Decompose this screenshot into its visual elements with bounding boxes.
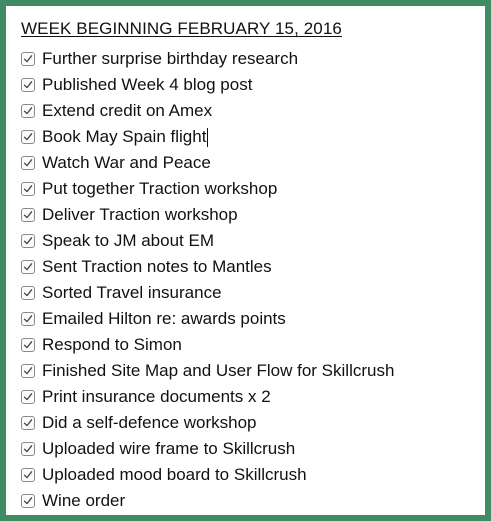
checkmark-icon [23,366,33,376]
checklist-item-label[interactable]: Deliver Traction workshop [42,205,238,224]
note-title[interactable]: WEEK BEGINNING FEBRUARY 15, 2016 [21,19,342,38]
checkbox[interactable] [21,130,35,144]
checklist-item [21,462,394,488]
checklist-item-label[interactable]: Book May Spain flight [42,127,207,146]
checklist-item [21,176,394,202]
checkbox[interactable] [21,338,35,352]
checklist-item [21,384,394,410]
checkmark-icon [23,392,33,402]
checkmark-icon [23,288,33,298]
checklist-item [21,98,394,124]
checkbox[interactable] [21,104,35,118]
checkbox[interactable] [21,156,35,170]
checkmark-icon [23,158,33,168]
checklist-item-label[interactable]: Watch War and Peace [42,153,211,172]
checkbox[interactable] [21,390,35,404]
checklist-item [21,358,394,384]
checkbox[interactable] [21,286,35,300]
checklist-item [21,254,394,280]
checklist-item [21,488,394,514]
checkbox[interactable] [21,416,35,430]
checkbox[interactable] [21,260,35,274]
checklist-item-label[interactable]: Sent Traction notes to Mantles [42,257,272,276]
checklist-item [21,150,394,176]
checkmark-icon [23,340,33,350]
checkbox[interactable] [21,468,35,482]
checkbox[interactable] [21,234,35,248]
checkmark-icon [23,80,33,90]
checklist-item-label[interactable]: Uploaded mood board to Skillcrush [42,465,307,484]
checklist-item-label[interactable]: Emailed Hilton re: awards points [42,309,286,328]
checkmark-icon [23,54,33,64]
checkbox[interactable] [21,312,35,326]
checklist-item [21,202,394,228]
checklist-item-label[interactable]: Uploaded wire frame to Skillcrush [42,439,296,458]
checkmark-icon [23,444,33,454]
checkmark-icon [23,236,33,246]
checkbox[interactable] [21,208,35,222]
checklist-item-label[interactable]: Put together Traction workshop [42,179,278,198]
checklist-item-label[interactable]: Wine order [42,491,126,510]
checkbox[interactable] [21,364,35,378]
checkmark-icon [23,496,33,506]
checklist-item [21,332,394,358]
checklist-item [21,280,394,306]
checklist-item [21,306,394,332]
checkmark-icon [23,184,33,194]
checkmark-icon [23,106,33,116]
checklist-item-label[interactable]: Respond to Simon [42,335,182,354]
checkmark-icon [23,470,33,480]
checkmark-icon [23,210,33,220]
checkbox[interactable] [21,442,35,456]
checklist-item [21,124,394,150]
checklist-item-label[interactable]: Speak to JM about EM [42,231,214,250]
checkmark-icon [23,132,33,142]
checklist-item [21,436,394,462]
checklist-item-label[interactable]: Sorted Travel insurance [42,283,222,302]
checkmark-icon [23,418,33,428]
checkbox[interactable] [21,78,35,92]
checkbox[interactable] [21,494,35,508]
checklist-item-label[interactable]: Print insurance documents x 2 [42,387,271,406]
checklist-item-label[interactable]: Published Week 4 blog post [42,75,253,94]
checklist-item [21,228,394,254]
checklist-item-label[interactable]: Further surprise birthday research [42,49,299,68]
checklist-item-label[interactable]: Did a self-defence workshop [42,413,257,432]
text-cursor [207,128,208,147]
checkbox[interactable] [21,52,35,66]
checklist-item-label[interactable]: Finished Site Map and User Flow for Skillcrush [42,361,395,380]
checklist-item [21,46,394,72]
checklist [21,46,394,514]
checkbox[interactable] [21,182,35,196]
checklist-item-label[interactable]: Extend credit on Amex [42,101,213,120]
checklist-item [21,410,394,436]
checkmark-icon [23,262,33,272]
checklist-item [21,72,394,98]
checkmark-icon [23,314,33,324]
